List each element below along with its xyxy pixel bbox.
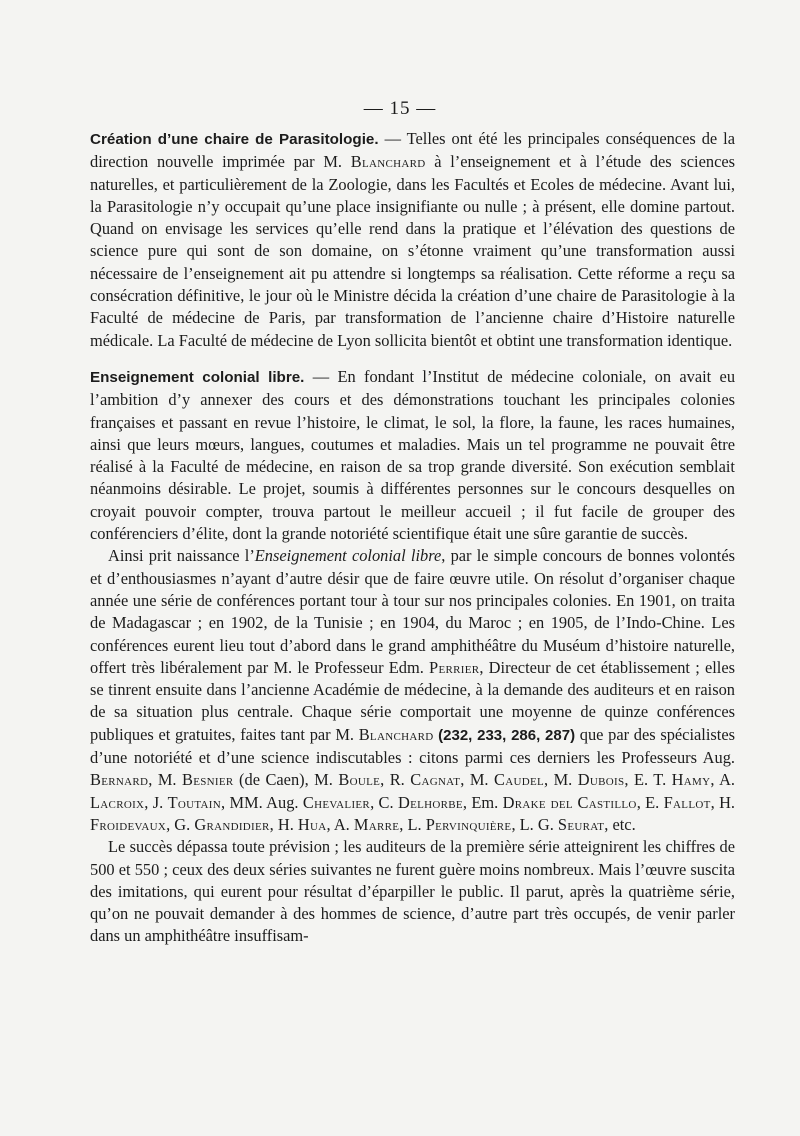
speaker-name: Dubois — [577, 770, 625, 790]
speaker-name: Pervinquière — [425, 814, 512, 834]
paragraph-succes — [90, 836, 735, 947]
speaker-name: Chevalier — [302, 792, 371, 812]
name-separator: , J. — [144, 792, 168, 812]
name-separator: , G. — [166, 814, 195, 834]
text-segment: que par des spécialistes d’une notoriété et d’une science indiscutables : citons parmi ces derniers les Professeurs Aug. — [90, 724, 735, 768]
speaker-name: Seurat — [557, 814, 605, 834]
name-separator: , Em. — [462, 792, 503, 812]
speaker-name: Froidevaux — [90, 814, 167, 834]
name-separator: , etc. — [604, 814, 636, 834]
speaker-name: Cagnat — [410, 770, 461, 790]
italic-title: Enseignement colonial libre — [254, 546, 442, 566]
name-separator: (de Caen), M. — [233, 770, 339, 790]
author-name: Blanchard — [350, 152, 426, 172]
name-separator: , M. — [460, 770, 494, 790]
speaker-name: Hua — [297, 814, 327, 834]
speaker-name: Hamy — [671, 770, 711, 790]
name-separator: , R. — [380, 770, 411, 790]
text-segment: — Telles ont été les principales conséquences de la direction nouvelle imprimée par M. — [90, 129, 736, 172]
author-name: Blanchard — [358, 724, 434, 744]
speaker-name: Marre — [353, 814, 400, 834]
paragraph-enseignement — [90, 366, 735, 545]
text-segment: à l’enseignement et à l’étude des sciences naturelles, et particulièrement de la Zoologie, dans les Facultés et Ecoles de médecine. Avant lui, la Parasitologie n’y occupait qu’une place insignifiante ou nulle ; à présent, elle domine partout. Quand on envisage les services qu’elle rend dans la pratique et l’élévation des questions de science pure qui sont de son domaine, on s’étonne vraiment qu’une transformation aussi nécessaire de l’enseignement ait pu attendre si longtemps sa réalisation. Cette réforme a reçu sa consécration définitive, le jour où le Ministre décida la création d’une chaire de Parasitologie à la Faculté de médecine de Paris, par transformation de l’ancienne chaire d’Histoire naturelle médicale. La Faculté de médecine de Lyon sollicita bientôt et obtint une transformation identique. — [90, 152, 735, 350]
text-segment: , Directeur de cet établissement ; elles se tinrent ensuite dans l’ancienne Académie de médecine, à la demande des auditeurs et en raison de sa situation plus centrale. Chaque série comportait une moyenne de quinze conférences publiques et gratuites, faites tant par M. — [90, 657, 735, 744]
name-separator: , A. — [710, 770, 736, 790]
speaker-name: Bernard — [90, 770, 149, 790]
name-separator: , E. T. — [624, 770, 672, 790]
speaker-name: Caudel — [493, 770, 544, 790]
speaker-names-list — [90, 770, 735, 834]
speaker-name: Besnier — [182, 770, 234, 790]
paragraph-parasitologie — [90, 128, 735, 352]
name-separator: , H. — [710, 792, 736, 812]
speaker-name: Toutain — [167, 792, 221, 812]
name-separator: , E. — [636, 792, 664, 812]
name-separator: , C. — [370, 792, 398, 812]
text-segment: , par le simple concours de bonnes volontés et d’enthousiasmes n’ayant d’autre désir que de faire œuvre utile. On résolut d’organiser chaque année une série de conférences portant tour à tour sur nos principales colonies. En 1901, on traita de Madagascar ; en 1902, de la Tunisie ; en 1904, du Maroc ; en 1905, de l’Indo-Chine. Les conférences eurent lieu tout d’abord dans le grand amphithéâtre du Muséum d’histoire naturelle, offert très libéralement par M. le Professeur Edm. — [90, 546, 735, 677]
person-name: Perrier — [429, 657, 480, 677]
paragraph-naissance — [90, 545, 735, 836]
name-separator: , A. — [326, 814, 354, 834]
name-separator: , M. — [148, 770, 183, 790]
name-separator: , L. G. — [511, 814, 558, 834]
reference-numbers: (232, 233, 286, 287) — [438, 726, 576, 744]
speaker-name: Delhorbe — [397, 792, 463, 812]
name-separator: , H. — [269, 814, 298, 834]
name-separator: , MM. Aug. — [220, 792, 303, 812]
text-segment: — En fondant l’Institut de médecine coloniale, on avait eu l’ambition d’y annexer des cours et des démonstrations touchant les principales colonies françaises et passant en revue l’histoire, le climat, le sol, la flore, la faune, les races humaines, ainsi que leurs mœurs, langues, coutumes et maladies. Mais un tel programme ne pouvait être réalisé à la Faculté de médecine, en raison de sa trop grande diversité. Son exécution semblait néanmoins désirable. Le projet, soumis à différentes personnes sur le concours desquelles on croyait pouvoir compter, trouva partout le meilleur accueil ; il fut facile de grouper des conférenciers d’élite, dont la grande notoriété scientifique était une sûre garantie de succès. — [90, 366, 736, 544]
section-heading-parasitologie: Création d’une chaire de Parasitologie. — [90, 131, 379, 148]
text-segment: Le succès dépassa toute prévision ; les auditeurs de la première série atteignirent les chiffres de 500 et 550 ; ceux des deux séries suivantes ne furent guère moins nombreux. Mais l’œuvre suscita des imitations, qui eurent pour résultat d’éparpiller le public. Il parut, après la quatrième série, qu’on ne pouvait demander à des hommes de science, d’autre part très occupés, de venir parler dans un amphithéâtre insuffisam- — [90, 837, 735, 946]
speaker-name: Fallot — [663, 792, 711, 812]
name-separator: , L. — [399, 814, 426, 834]
name-separator: , M. — [544, 770, 578, 790]
page-number: — 15 — — [363, 98, 437, 119]
speaker-name: Boule — [338, 770, 381, 790]
speaker-name: Lacroix — [90, 792, 145, 812]
section-heading-enseignement: Enseignement colonial libre. — [90, 368, 305, 386]
speaker-name: Grandidier — [194, 814, 270, 834]
text-segment: Ainsi prit naissance l’ — [108, 546, 255, 566]
speaker-name: Drake del Castillo — [502, 792, 637, 812]
body-text — [90, 128, 735, 948]
